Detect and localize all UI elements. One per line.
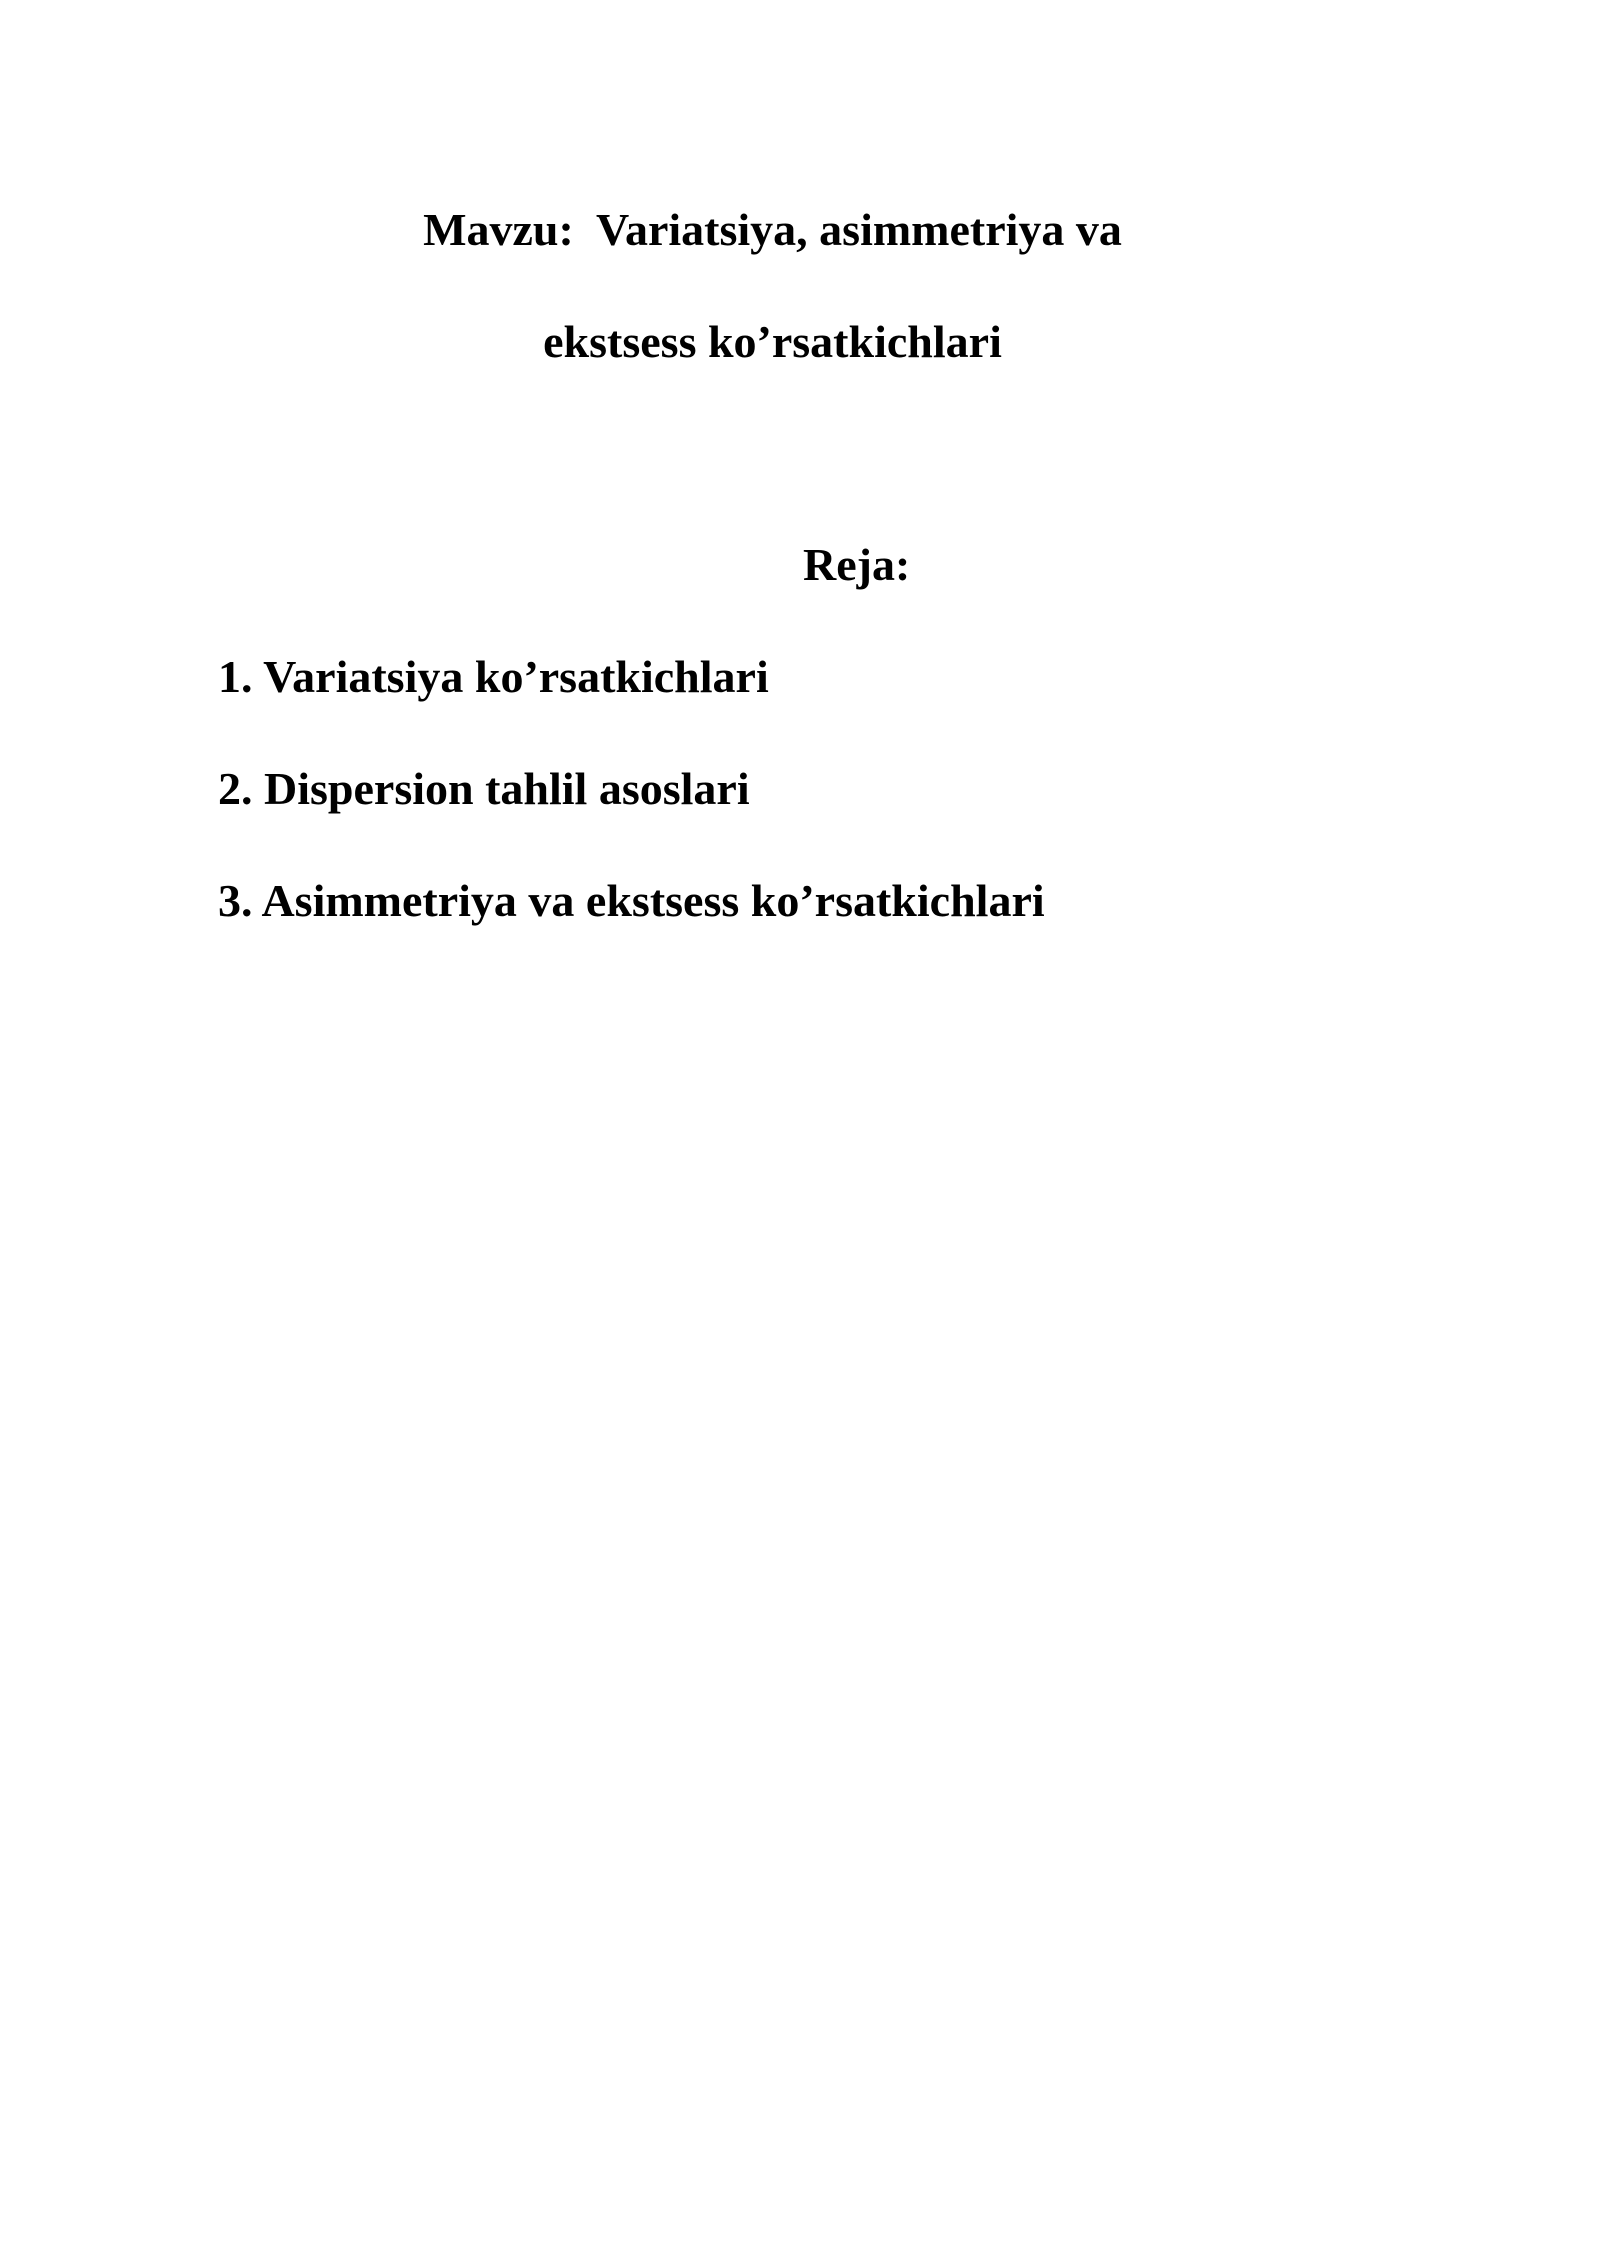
plan-heading: Reja: xyxy=(803,539,911,590)
page-title-line-2: ekstsess ko’rsatkichlari xyxy=(543,316,1002,367)
page-title-line-1: Mavzu: Variatsiya, asimmetriya va xyxy=(423,204,1122,255)
plan-item-2: 2. Dispersion tahlil asoslari xyxy=(218,763,750,814)
plan-item-3: 3. Asimmetriya va ekstsess ko’rsatkichlari xyxy=(218,875,1045,926)
plan-item-1: 1. Variatsiya ko’rsatkichlari xyxy=(218,651,769,702)
plan-list xyxy=(218,649,1045,985)
